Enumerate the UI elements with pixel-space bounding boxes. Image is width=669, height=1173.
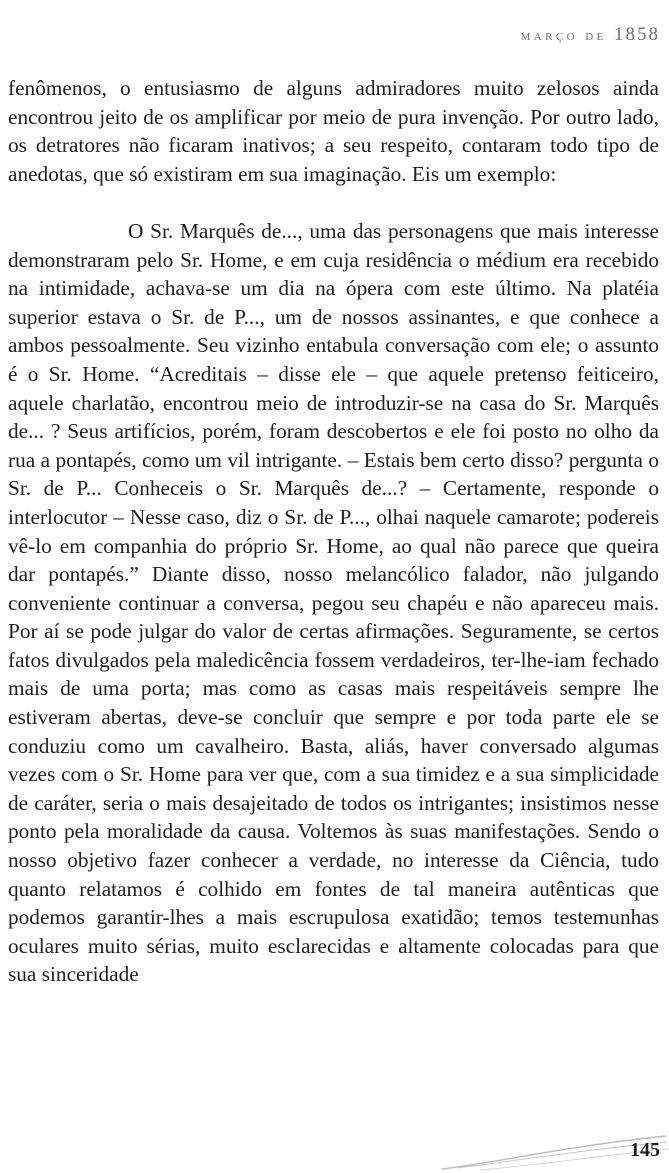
- body-text: [8, 74, 659, 989]
- paragraph-1: fenômenos, o entusiasmo de alguns admiradores muito zelosos ainda encontrou jeito de os amplificar por meio de pura invenção. Por outro lado, os detratores não ficaram inativos; a seu respeito, contaram todo tipo de anedotas, que só existiram em sua imaginação. Eis um exemplo:: [8, 76, 659, 186]
- running-header-month: março de: [520, 27, 607, 44]
- page-number: 145: [630, 1139, 660, 1161]
- paragraph-2: O Sr. Marquês de..., uma das personagens que mais interesse demonstraram pelo Sr. Home, e em cuja residência o médium era recebido na intimidade, achava-se um dia na ópera com este último. Na platéia superior estava o Sr. de P..., um de nossos assinantes, e que conhece a ambos pessoalmente. Seu vizinho entabula conversação com ele; o assunto é o Sr. Home. “Acreditais – disse ele – que aquele pretenso feiticeiro, aquele charlatão, encontrou meio de introduzir-se na casa do Sr. Marquês de... ? Seus artifícios, porém, foram descobertos e ele foi posto no olho da rua a pontapés, como um vil intrigante. – Estais bem certo disso? pergunta o Sr. de P... Conheceis o Sr. Marquês de...? – Certamente, responde o interlocutor – Nesse caso, diz o Sr. de P..., olhai naquele camarote; podereis vê-lo em companhia do próprio Sr. Home, ao qual não parece que queira dar pontapés.” Diante disso, nosso melancólico falador, não julgando conveniente continuar a conversa, pegou seu chapéu e não apareceu mais. Por aí se pode julgar do valor de certas afirmações. Seguramente, se certos fatos divulgados pela maledicência fossem verdadeiros, ter-lhe-iam fechado mais de uma porta; mas como as casas mais respeitáveis sempre lhe estiveram abertas, deve-se concluir que sempre e por toda parte ele se conduziu como um cavalheiro. Basta, aliás, haver conversado algumas vezes com o Sr. Home para ver que, com a sua timidez e a sua simplicidade de caráter, seria o mais desajeitado de todos os intrigantes; insistimos nesse ponto pela moralidade da causa. Voltemos às suas manifestações. Sendo o nosso objetivo fazer conhecer a verdade, no interesse da Ciência, tudo quanto relatamos é colhido em fontes de tal maneira autênticas que podemos garantir-lhes a mais escrupulosa exatidão; temos testemunhas oculares muito sérias, muito esclarecidas e altamente colocadas para que sua sinceridade: [8, 218, 659, 987]
- running-header-year: 1858: [614, 24, 660, 45]
- running-header: [521, 24, 660, 46]
